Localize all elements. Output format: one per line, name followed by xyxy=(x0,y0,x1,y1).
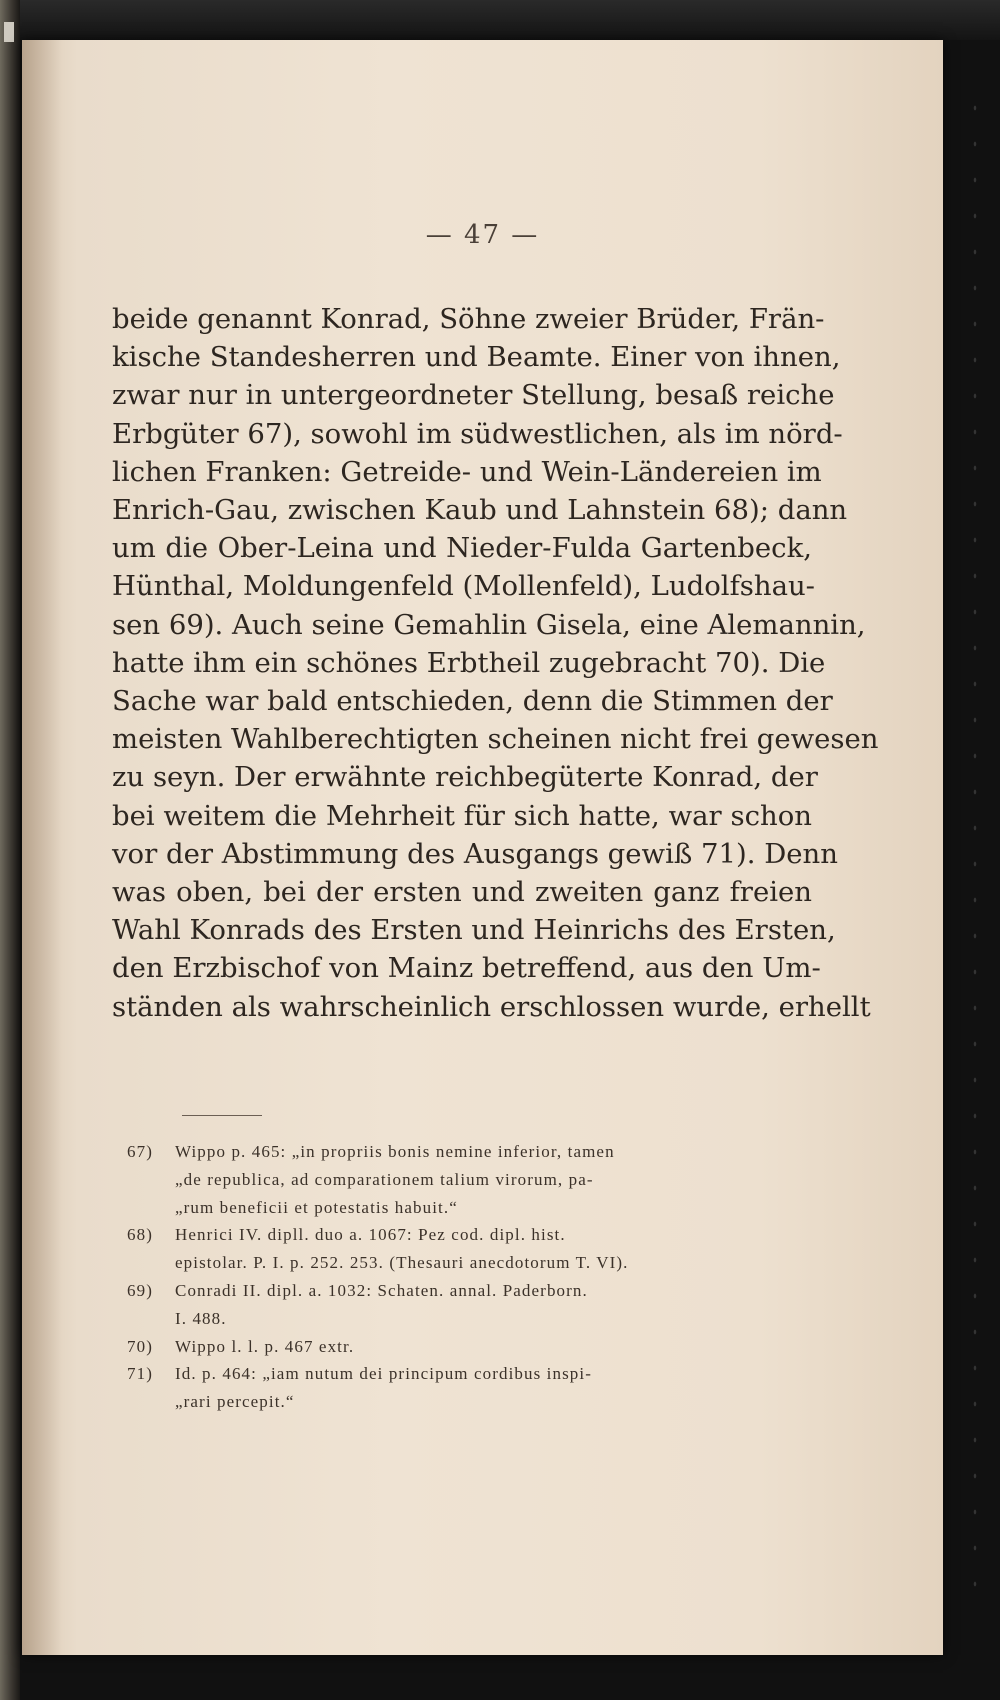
page-number: — 47 — xyxy=(425,220,540,250)
footnote-divider xyxy=(182,1115,262,1116)
body-line: beide genannt Konrad, Söhne zweier Brüder, Frän- xyxy=(112,303,825,335)
footnote-number: 70) xyxy=(127,1336,153,1356)
footnote-68 xyxy=(127,1221,797,1277)
footnote-67 xyxy=(127,1138,797,1221)
body-line: was oben, bei der ersten und zweiten ganz freien xyxy=(112,876,812,909)
body-line: Enrich-Gau, zwischen Kaub und Lahnstein 68); dann xyxy=(112,494,848,527)
body-line: ständen als wahrscheinlich erschlossen wurde, erhellt xyxy=(112,990,871,1023)
book-edge xyxy=(0,0,20,1700)
body-line: lichen Franken: Getreide- und Wein-Ländereien im xyxy=(112,455,822,488)
body-line: zu seyn. Der erwähnte reichbegüterte Konrad, der xyxy=(112,761,818,794)
footnote-number: 69) xyxy=(127,1280,153,1300)
body-line: vor der Abstimmung des Ausgangs gewiß 71). Denn xyxy=(112,837,838,870)
body-line: um die Ober-Leina und Nieder-Fulda Gartenbeck, xyxy=(112,532,812,565)
body-line: sen 69). Auch seine Gemahlin Gisela, eine Alemannin, xyxy=(112,608,866,641)
body-line: Hünthal, Moldungenfeld (Mollenfeld), Ludolfshau- xyxy=(112,570,815,603)
body-line: zwar nur in untergeordneter Stellung, besaß reiche xyxy=(112,379,835,412)
footnote-line: Wippo l. l. p. 467 extr. xyxy=(175,1336,355,1356)
scan-background-top xyxy=(0,0,1000,40)
footnote-line: Id. p. 464: „iam nutum dei principum cordibus inspi- xyxy=(175,1364,592,1384)
footnote-number: 68) xyxy=(127,1225,153,1245)
footnote-number: 67) xyxy=(127,1142,153,1161)
body-line: Sache war bald entschieden, denn die Stimmen der xyxy=(112,685,833,718)
footnote-line: Conradi II. dipl. a. 1032: Schaten. annal. Paderborn. xyxy=(175,1280,588,1300)
body-text xyxy=(112,300,879,1026)
footnote-69 xyxy=(127,1277,797,1333)
body-line: bei weitem die Mehrheit für sich hatte, war schon xyxy=(112,799,812,832)
book-edge-highlight xyxy=(4,22,14,42)
footnote-line: I. 488. xyxy=(175,1308,227,1328)
footnote-71 xyxy=(127,1360,797,1416)
footnotes xyxy=(127,1138,797,1416)
body-line: Erbgüter 67), sowohl im südwestlichen, als im nörd- xyxy=(112,417,843,450)
footnote-line: epistolar. P. I. p. 252. 253. (Thesauri anecdotorum T. VI). xyxy=(175,1253,629,1273)
footnote-number: 71) xyxy=(127,1364,153,1384)
scan-background-right xyxy=(965,90,985,1590)
body-line: kische Standesherren und Beamte. Einer von ihnen, xyxy=(112,341,841,374)
body-line: Wahl Konrads des Ersten und Heinrichs des Ersten, xyxy=(112,914,836,947)
body-line: meisten Wahlberechtigten scheinen nicht frei gewesen xyxy=(112,723,879,756)
book-page xyxy=(22,40,943,1655)
footnote-70 xyxy=(127,1333,797,1361)
page-gutter-shadow xyxy=(22,40,62,1655)
footnote-line: „de republica, ad comparationem talium virorum, pa- xyxy=(175,1169,594,1189)
footnote-line: Wippo p. 465: „in propriis bonis nemine inferior, tamen xyxy=(175,1142,615,1161)
footnote-line: „rari percepit.“ xyxy=(175,1392,295,1412)
footnote-line: Henrici IV. dipll. duo a. 1067: Pez cod. dipl. hist. xyxy=(175,1225,566,1245)
body-line: hatte ihm ein schönes Erbtheil zugebracht 70). Die xyxy=(112,646,826,679)
footnote-line: „rum beneficii et potestatis habuit.“ xyxy=(175,1197,458,1217)
body-line: den Erzbischof von Mainz betreffend, aus den Um- xyxy=(112,952,821,985)
